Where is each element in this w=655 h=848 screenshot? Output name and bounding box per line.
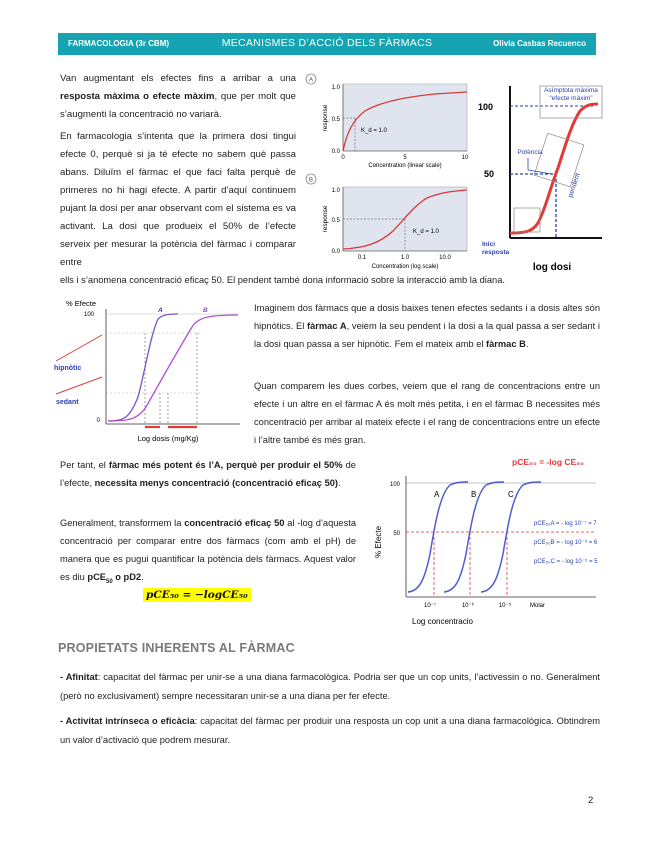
svg-text:Asímptota màxima: Asímptota màxima [544, 87, 598, 94]
svg-text:10: 10 [461, 155, 469, 161]
paragraph-3: Imaginem dos fàrmacs que a dosis baixes tenen efectes sedants i a dosis altes són hipnòtics. El fàrmac A, veiem la seu pendent i la dosi a la qual passa a ser sedant i la dosi quan passa a ser hipnòtic. Fem el mateix amb el fàrmac B. [254, 303, 600, 349]
svg-text:0: 0 [341, 155, 345, 161]
svg-text:hipnòtic: hipnòtic [54, 365, 82, 372]
fig-c-y100: 100 [478, 102, 494, 112]
section-title: PROPIETATS INHERENTS AL FÀRMAC [58, 641, 295, 655]
svg-text:K_d = 1.0: K_d = 1.0 [413, 229, 439, 235]
svg-text:resposta: resposta [482, 249, 510, 256]
svg-text:B: B [471, 490, 477, 499]
svg-text:0.5: 0.5 [331, 117, 340, 123]
svg-text:Potència: Potència [517, 149, 543, 156]
svg-text:pendent: pendent [567, 172, 582, 199]
svg-text:100: 100 [83, 312, 94, 318]
svg-text:K_d = 1.0: K_d = 1.0 [361, 128, 387, 134]
svg-text:% Efecte: % Efecte [66, 299, 97, 308]
property-affinity: - Afinitat: capacitat del fàrmac per unir-se a una diana farmacològica. Podria ser que un cop units, l’activessin o no. Generalment (però no exclusivament) sempre necessitaran unir-se a una diana per fer efecte. [60, 672, 600, 701]
svg-text:A: A [308, 77, 314, 84]
svg-text:% Efecte: % Efecte [374, 525, 383, 559]
header-course: FARMACOLOGIA (3r CBM) [68, 39, 170, 48]
page-header [58, 33, 596, 55]
svg-text:C: C [508, 490, 514, 499]
svg-text:A: A [158, 307, 163, 314]
fig-d-curve-b [108, 315, 238, 421]
paragraph-2-continued: ells i s’anomena concentració eficaç 50. El pendent també dona informació sobre la interacció amb la diana. [60, 275, 505, 285]
svg-text:10.0: 10.0 [439, 255, 451, 261]
svg-text:response: response [322, 104, 329, 132]
svg-text:10⁻⁶: 10⁻⁶ [461, 603, 475, 609]
svg-text:A: A [434, 490, 440, 499]
figure-e-pce50 [370, 454, 602, 634]
svg-text:0.1: 0.1 [357, 255, 367, 261]
figure-a-linear-curve [305, 72, 475, 172]
formula-pce50: pCE₅₀ = −logCE₅₀ [143, 588, 251, 602]
svg-text:10⁻⁵: 10⁻⁵ [498, 603, 512, 609]
svg-text:0.5: 0.5 [331, 218, 340, 224]
svg-text:10⁻⁷: 10⁻⁷ [423, 603, 437, 609]
svg-text:Concentration (log scale): Concentration (log scale) [371, 264, 439, 270]
fig-e-title: pCE₅₀ = -log CE₅₀ [512, 457, 584, 467]
svg-text:1.0: 1.0 [400, 255, 410, 261]
svg-text:Inici: Inici [482, 241, 496, 248]
svg-text:pCE₅₀B = - log 10⁻⁶ = 6: pCE₅₀B = - log 10⁻⁶ = 6 [534, 540, 598, 546]
svg-text:pCE₅₀C = - log 10⁻⁵ = 5: pCE₅₀C = - log 10⁻⁵ = 5 [534, 559, 598, 565]
svg-text:1.0: 1.0 [331, 85, 340, 91]
figure-d-hypnotic-sedative [50, 297, 248, 447]
fig-d-curve-a [108, 314, 178, 421]
property-intrinsic-activity: - Activitat intrínseca o eficàcia: capacitat del fàrmac per produir una resposta un cop unit a una diana farmacològica. Obtindrem un valor d’activació que podrem mesurar. [60, 716, 600, 745]
svg-text:sedant: sedant [56, 399, 79, 406]
svg-text:Log dosis (mg/Kg): Log dosis (mg/Kg) [137, 434, 199, 443]
svg-text:1.0: 1.0 [331, 188, 340, 194]
svg-text:100: 100 [389, 482, 400, 488]
svg-text:response: response [322, 205, 329, 233]
bold-max-response: resposta màxima o efecte màxim [60, 91, 215, 102]
svg-text:Log concentracio: Log concentracio [412, 617, 473, 626]
page-number: 2 [588, 795, 594, 806]
header-author: Olivia Casbas Recuenco [493, 39, 586, 48]
svg-text:0: 0 [96, 418, 100, 424]
svg-text:log dosi: log dosi [532, 262, 572, 273]
svg-text:pCE₅₀A = - log 10⁻⁷ = 7: pCE₅₀A = - log 10⁻⁷ = 7 [534, 521, 597, 527]
svg-text:0.0: 0.0 [331, 149, 340, 155]
svg-text:50: 50 [393, 531, 400, 537]
paragraph-1: Van augmentant els efectes fins a arribar a una resposta màxima o efecte màxim, que per molt que s’augmenti la concentració no variarà. [60, 73, 296, 120]
paragraph-2: En farmacologia s’intenta que la primera dosi tingui efecte 0, perquè si ja té efecte no sabem què passa abans. Diluïm el fàrmac el que faci falta perquè de primeres no hi hagi efecte. A partir d’aquí continuem pujant la dosi per anar observant com el sistema es va activant. La dosi que produeix el 50% de l’efecte serveix per mesurar la potència del fàrmac i comparar entre [60, 131, 296, 268]
fig-c-y50: 50 [484, 169, 495, 179]
svg-text:5: 5 [403, 155, 407, 161]
svg-text:0.0: 0.0 [331, 249, 340, 255]
svg-text:Molar: Molar [530, 603, 546, 609]
svg-text:B: B [203, 307, 208, 314]
svg-text:B: B [308, 177, 314, 184]
figure-b-log-curve [305, 173, 475, 273]
figure-c-dose-response [470, 78, 605, 273]
paragraph-4: Quan comparem les dues corbes, veiem que el rang de concentracions entre un efecte i un altre en el fàrmac A és molt més petita, i en el fàrmac B necessites més concentració per arribar al mateix efecte i el rang de concentracions entre un efecte i l’altre també és més gran. [254, 381, 600, 445]
header-title: MECANISMES D’ACCIÓ DELS FÀRMACS [221, 37, 433, 49]
paragraph-5: Per tant, el fàrmac més potent és l’A, perquè per produir el 50% de l’efecte, necessita menys concentració (concentració eficaç 50). [60, 460, 356, 488]
paragraph-6: Generalment, transformem la concentració eficaç 50 al -log d’aquesta concentració per comparar entre dos fàrmacs (com amb el pH) de manera que es pugui quantificar la potència dels fàrmacs. Aquest valor es diu pCE$_{50}$ o pD2. [60, 518, 357, 585]
svg-text:“efecte màxim”: “efecte màxim” [549, 95, 593, 102]
fig-c-curve [510, 104, 598, 233]
svg-text:Concentration (linear scale): Concentration (linear scale) [368, 163, 442, 169]
